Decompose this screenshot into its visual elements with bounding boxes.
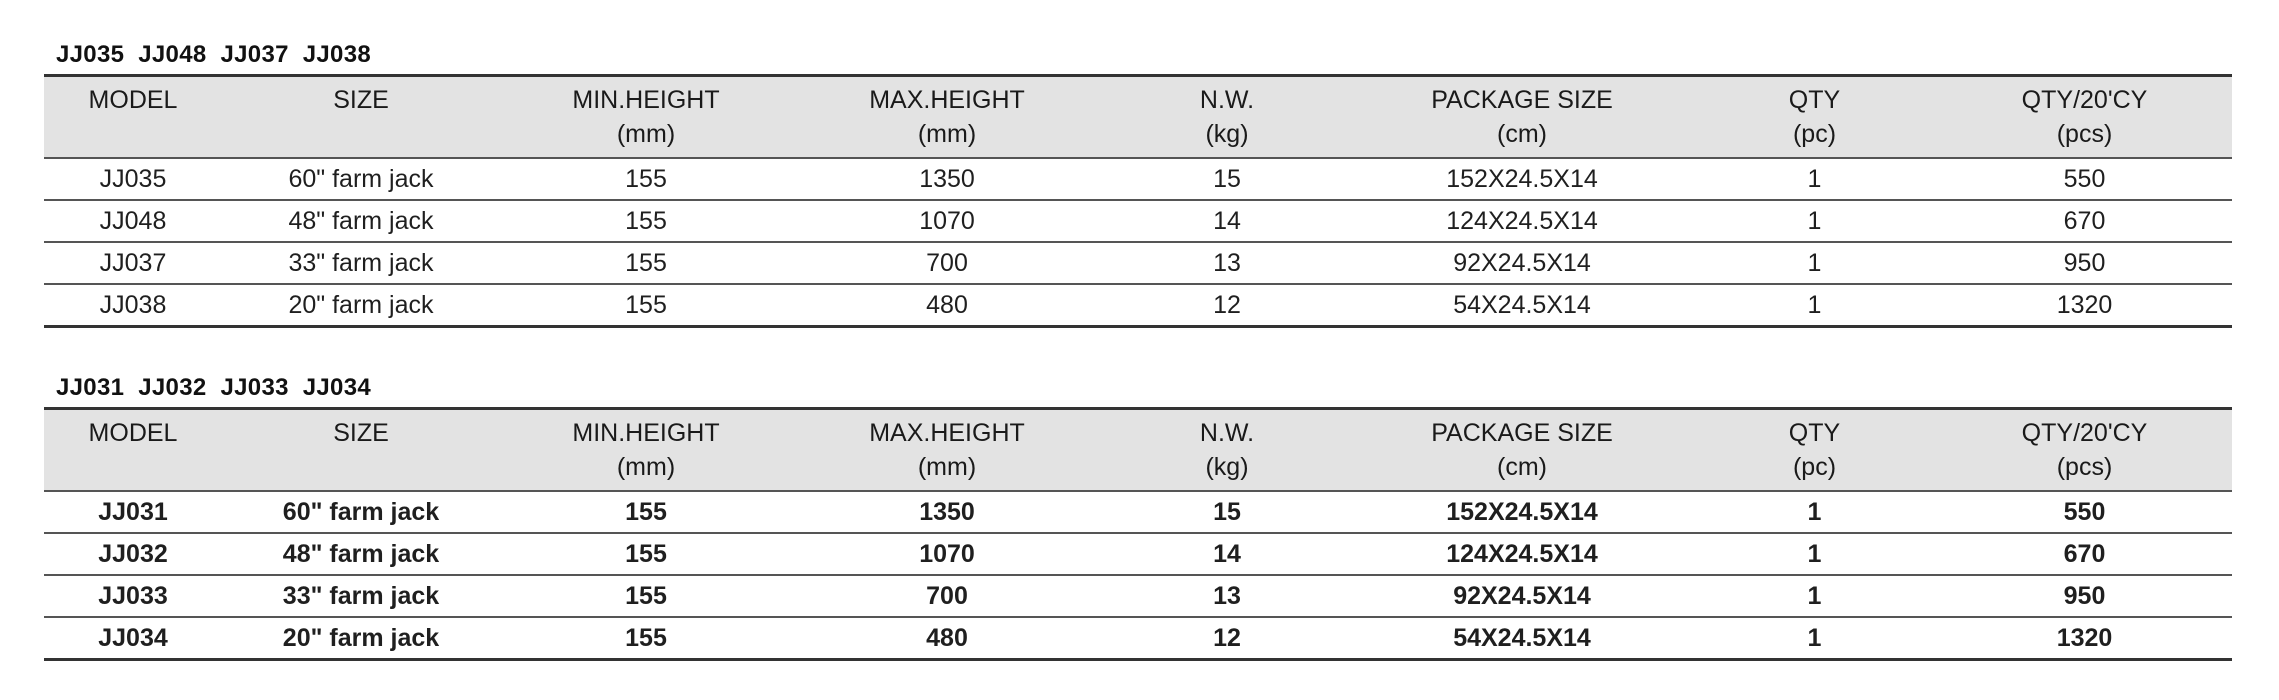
cell-min-height: 155 [500, 533, 792, 575]
cell-max-height: 1070 [792, 200, 1102, 242]
table-row [44, 242, 2232, 284]
cell-size: 48" farm jack [222, 533, 500, 575]
cell-package-size: 54X24.5X14 [1352, 617, 1692, 660]
model-code: JJ034 [302, 374, 371, 401]
model-code: JJ031 [56, 374, 125, 401]
cell-max-height: 700 [792, 242, 1102, 284]
header-size: SIZE [222, 409, 500, 492]
cell-qty: 1 [1692, 533, 1937, 575]
cell-min-height: 155 [500, 575, 792, 617]
table-row [44, 491, 2232, 533]
cell-qty-container: 550 [1937, 491, 2232, 533]
cell-net-weight: 12 [1102, 284, 1352, 327]
header-net-weight: N.W. (kg) [1102, 409, 1352, 492]
cell-model: JJ048 [44, 200, 222, 242]
header-min-height: MIN.HEIGHT (mm) [500, 409, 792, 492]
cell-max-height: 480 [792, 617, 1102, 660]
cell-qty-container: 950 [1937, 575, 2232, 617]
cell-net-weight: 15 [1102, 158, 1352, 200]
cell-min-height: 155 [500, 158, 792, 200]
cell-model: JJ032 [44, 533, 222, 575]
cell-size: 48" farm jack [222, 200, 500, 242]
cell-qty: 1 [1692, 158, 1937, 200]
cell-size: 20" farm jack [222, 617, 500, 660]
cell-qty-container: 950 [1937, 242, 2232, 284]
header-row [44, 76, 2232, 159]
cell-min-height: 155 [500, 284, 792, 327]
cell-qty-container: 550 [1937, 158, 2232, 200]
cell-qty: 1 [1692, 617, 1937, 660]
header-max-height: MAX.HEIGHT (mm) [792, 76, 1102, 159]
cell-net-weight: 14 [1102, 533, 1352, 575]
cell-size: 33" farm jack [222, 242, 500, 284]
cell-model: JJ034 [44, 617, 222, 660]
model-code: JJ032 [138, 374, 207, 401]
cell-size: 20" farm jack [222, 284, 500, 327]
cell-net-weight: 13 [1102, 242, 1352, 284]
spec-table [44, 74, 2232, 328]
table-row [44, 533, 2232, 575]
header-model: MODEL [44, 409, 222, 492]
cell-model: JJ038 [44, 284, 222, 327]
cell-model: JJ037 [44, 242, 222, 284]
cell-package-size: 124X24.5X14 [1352, 533, 1692, 575]
header-package-size: PACKAGE SIZE (cm) [1352, 409, 1692, 492]
header-model: MODEL [44, 76, 222, 159]
model-code: JJ038 [302, 41, 371, 68]
cell-qty: 1 [1692, 575, 1937, 617]
header-net-weight: N.W. (kg) [1102, 76, 1352, 159]
cell-model: JJ033 [44, 575, 222, 617]
cell-max-height: 1350 [792, 158, 1102, 200]
cell-qty: 1 [1692, 491, 1937, 533]
header-qty: QTY (pc) [1692, 76, 1937, 159]
cell-max-height: 1070 [792, 533, 1102, 575]
header-min-height: MIN.HEIGHT (mm) [500, 76, 792, 159]
cell-qty: 1 [1692, 284, 1937, 327]
table-row [44, 284, 2232, 327]
header-qty-container: QTY/20'CY (pcs) [1937, 76, 2232, 159]
cell-size: 33" farm jack [222, 575, 500, 617]
cell-net-weight: 15 [1102, 491, 1352, 533]
cell-qty: 1 [1692, 242, 1937, 284]
table-row [44, 200, 2232, 242]
model-code: JJ037 [220, 41, 289, 68]
header-size: SIZE [222, 76, 500, 159]
model-code: JJ033 [220, 374, 289, 401]
cell-package-size: 152X24.5X14 [1352, 491, 1692, 533]
cell-qty: 1 [1692, 200, 1937, 242]
cell-max-height: 1350 [792, 491, 1102, 533]
group-title [44, 36, 2232, 74]
cell-package-size: 92X24.5X14 [1352, 242, 1692, 284]
cell-min-height: 155 [500, 200, 792, 242]
cell-model: JJ035 [44, 158, 222, 200]
cell-qty-container: 670 [1937, 533, 2232, 575]
group-title [44, 369, 2232, 407]
cell-qty-container: 670 [1937, 200, 2232, 242]
table-row [44, 158, 2232, 200]
header-qty-container: QTY/20'CY (pcs) [1937, 409, 2232, 492]
cell-net-weight: 14 [1102, 200, 1352, 242]
cell-min-height: 155 [500, 242, 792, 284]
header-max-height: MAX.HEIGHT (mm) [792, 409, 1102, 492]
cell-size: 60" farm jack [222, 158, 500, 200]
header-package-size: PACKAGE SIZE (cm) [1352, 76, 1692, 159]
cell-qty-container: 1320 [1937, 284, 2232, 327]
cell-min-height: 155 [500, 617, 792, 660]
model-code: JJ035 [56, 41, 125, 68]
cell-net-weight: 13 [1102, 575, 1352, 617]
cell-max-height: 700 [792, 575, 1102, 617]
model-code: JJ048 [138, 41, 207, 68]
cell-package-size: 152X24.5X14 [1352, 158, 1692, 200]
cell-min-height: 155 [500, 491, 792, 533]
cell-package-size: 92X24.5X14 [1352, 575, 1692, 617]
spec-block-1 [44, 36, 2232, 328]
header-qty: QTY (pc) [1692, 409, 1937, 492]
cell-net-weight: 12 [1102, 617, 1352, 660]
spec-table [44, 407, 2232, 661]
table-row [44, 575, 2232, 617]
table-row [44, 617, 2232, 660]
cell-size: 60" farm jack [222, 491, 500, 533]
cell-max-height: 480 [792, 284, 1102, 327]
cell-model: JJ031 [44, 491, 222, 533]
cell-package-size: 124X24.5X14 [1352, 200, 1692, 242]
cell-package-size: 54X24.5X14 [1352, 284, 1692, 327]
cell-qty-container: 1320 [1937, 617, 2232, 660]
spec-block-2 [44, 369, 2232, 661]
header-row [44, 409, 2232, 492]
